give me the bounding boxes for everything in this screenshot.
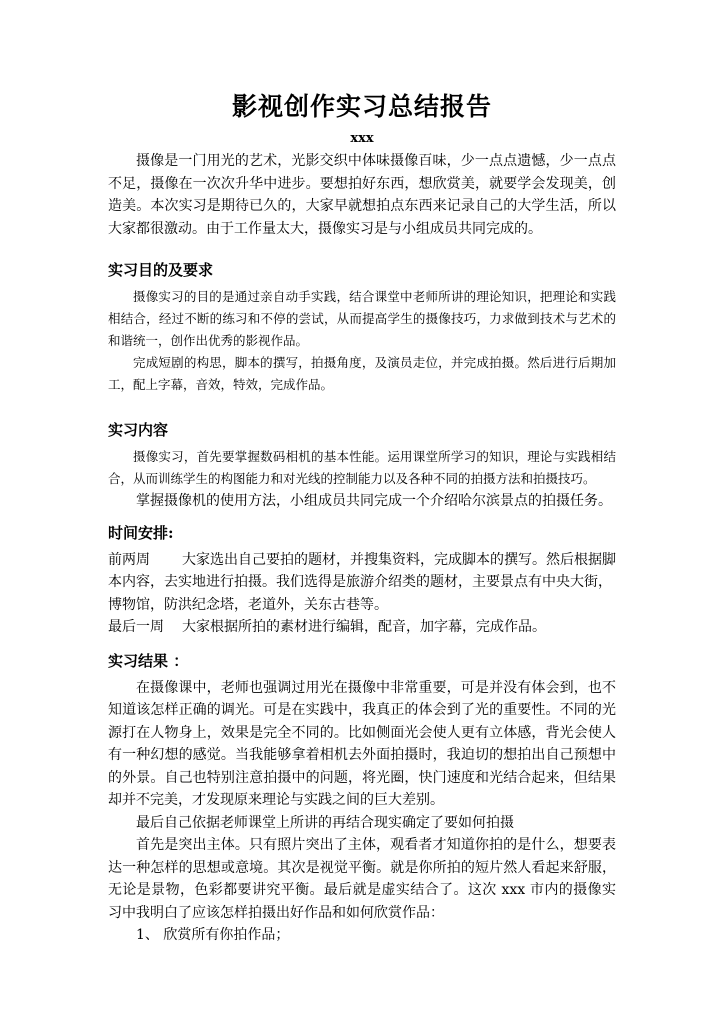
document-author: xxx (350, 131, 374, 146)
document-body (108, 88, 616, 947)
schedule-label-1: 前两周 (108, 551, 150, 568)
intro-paragraph: 摄像是一门用光的艺术，光影交织中体味摄像百味，少一点点遗憾，少一点点不足，摄像在一次次升华中进步。要想拍好东西，想欣赏美，就要学会发现美，创造美。本次实习是期待已久的，大家早就想拍点东西来记录自己的大学生活，所以大家都很激动。由于工作量太大，摄像实习是与小组成员共同完成的。 (108, 153, 616, 237)
schedule-heading: 时间安排: (108, 523, 174, 542)
results-heading: 实习结果 ： (108, 651, 189, 670)
results-list-item-1: 1、 欣赏所有你拍作品； (136, 927, 290, 943)
schedule-row-1 (108, 549, 616, 617)
results-paragraph-1: 在摄像课中，老师也强调过用光在摄像中非常重要，可是并没有体会到，也不知道该怎样正确的调光。可是在实践中，我真正的体会到了光的重要性。不同的光源打在人物身上，效果是完全不同的。比如侧面光会使人更有立体感，背光会使人有一种幻想的感觉。当我能够拿着相机去外面拍摄时，我迫切的想拍出自己预想中的外景。自己也特别注意拍摄中的问题，将光圈，快门速度和光结合起来，但结果却并不完美，才发现原来理论与实践之间的巨大差别。 (108, 679, 616, 808)
results-paragraph-3: 首先是突出主体。只有照片突出了主体，观看者才知道你拍的是什么，想要表达一种怎样的思想或意境。其次是视觉平衡。就是你所拍的短片然人看起来舒服，无论是景物，色彩都要讲究平衡。最后就是虚实结合了。这次 xxx 市内的摄像实习中我明白了应该怎样拍摄出好作品和如何欣赏作品： (108, 837, 616, 921)
content-paragraph-1: 摄像实习，首先要掌握数码相机的基本性能。运用课堂所学习的知识，理论与实践相结合，从而训练学生的构图能力和对光线的控制能力以及各种不同的拍摄方法和拍摄技巧。 (108, 449, 616, 486)
content-paragraph-2: 掌握摄像机的使用方法，小组成员共同完成一个介绍哈尔滨景点的拍摄任务。 (136, 493, 612, 509)
document-title: 影视创作实习总结报告 (231, 92, 492, 121)
objectives-paragraph-2: 完成短剧的构思，脚本的撰写，拍摄角度，及演员走位，并完成拍摄。然后进行后期加工，配上字幕，音效，特效，完成作品。 (108, 355, 616, 392)
schedule-text-1: 大家选出自己要拍的题材，并搜集资料，完成脚本的撰写。然后根据脚本内容，去实地进行拍摄。我们选得是旅游介绍类的题材，主要景点有中央大街，博物馆，防洪纪念塔，老道外，关东古巷等。 (108, 551, 616, 613)
content-heading: 实习内容 (108, 421, 169, 439)
results-paragraph-2: 最后自己依据老师课堂上所讲的再结合现实确定了要如何拍摄 (136, 814, 514, 831)
objectives-heading: 实习目的及要求 (108, 261, 214, 279)
objectives-paragraph-1: 摄像实习的目的是通过亲自动手实践，结合课堂中老师所讲的理论知识，把理论和实践相结合，经过不断的练习和不停的尝试，从而提高学生的摄像技巧，力求做到技术与艺术的和谐统一，创作出优秀的影视作品。 (108, 289, 616, 348)
schedule-label-2: 最后一周 (108, 619, 164, 635)
objectives-section (108, 286, 616, 396)
schedule-text-2: 大家根据所拍的素材进行编辑，配音，加字幕，完成作品。 (182, 619, 546, 635)
schedule-row-2 (108, 616, 616, 639)
